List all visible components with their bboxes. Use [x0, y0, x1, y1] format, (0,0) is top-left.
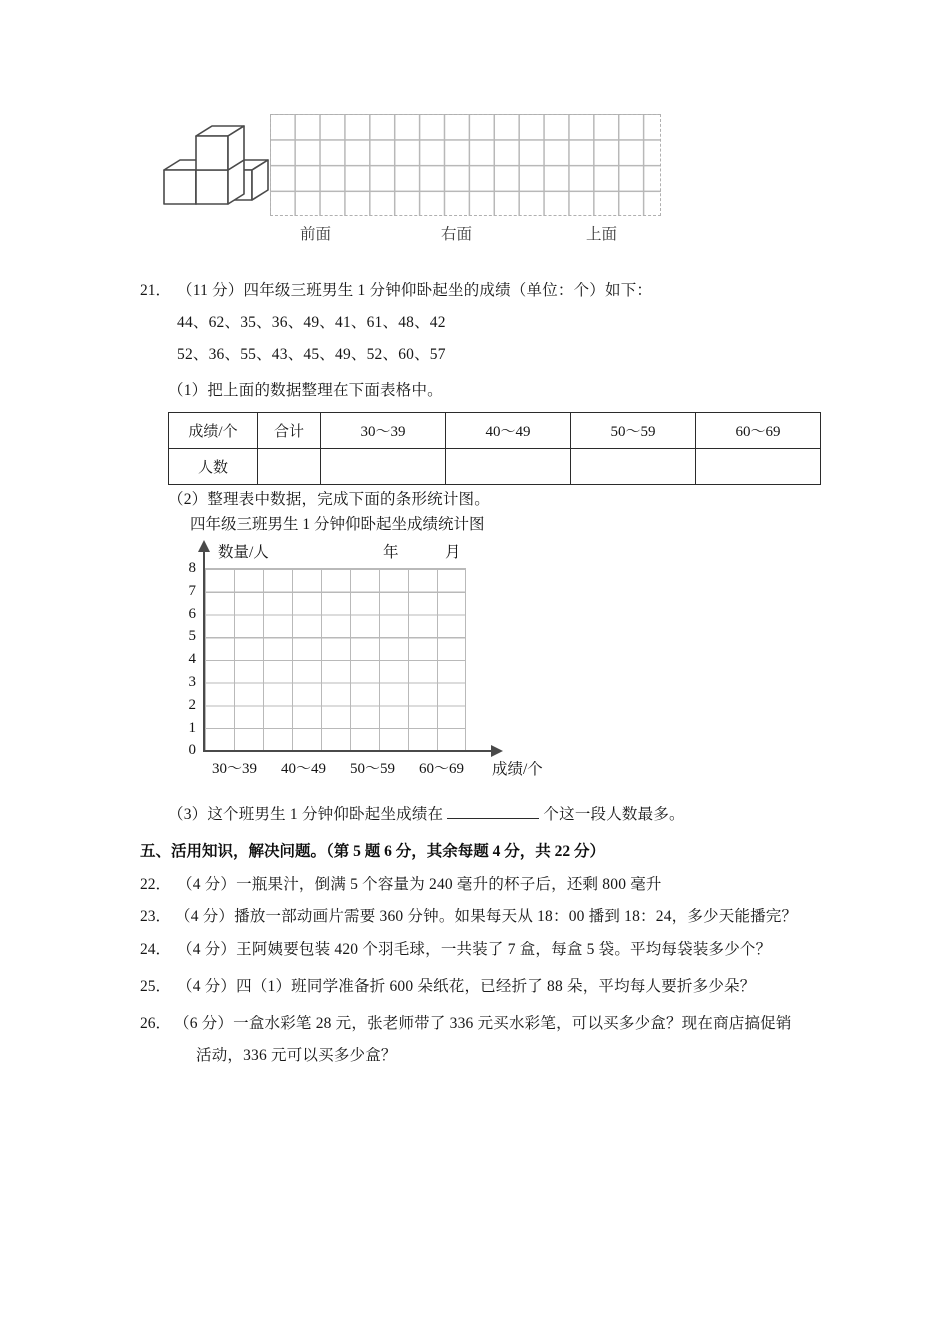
cube-figure	[160, 122, 272, 214]
section-5-heading: 五、活用知识，解决问题。（第 5 题 6 分，其余每题 4 分，共 22 分）	[140, 843, 606, 860]
chart-plot-grid[interactable]	[205, 568, 466, 750]
chart-ytick-7: 7	[188, 583, 196, 599]
table-cell-60-69-blank[interactable]	[696, 449, 821, 485]
chart-ytick-5: 5	[188, 628, 196, 644]
chart-year-blank[interactable]: 年	[383, 544, 399, 561]
question-21-part-3-before: （3）这个班男生 1 分钟仰卧起坐成绩在	[168, 806, 444, 823]
table-cell-header-30-39: 30～39	[321, 413, 446, 449]
chart-ytick-1: 1	[188, 720, 196, 736]
table-cell-header-50-59: 50～59	[571, 413, 696, 449]
table-cell-header-total: 合计	[258, 413, 321, 449]
table-cell-header-label: 成绩/个	[169, 413, 258, 449]
chart-ytick-6: 6	[188, 606, 196, 622]
chart-ytick-2: 2	[188, 697, 196, 713]
table-cell-40-49-blank[interactable]	[446, 449, 571, 485]
question-23-number: 23．	[140, 908, 172, 925]
statistics-table[interactable]	[168, 412, 821, 485]
chart-y-axis	[203, 550, 205, 752]
table-cell-header-60-69: 60～69	[696, 413, 821, 449]
chart-month-blank[interactable]: 月	[445, 544, 461, 561]
question-21-data-line-2: 52、36、55、43、45、49、52、60、57	[177, 346, 446, 363]
question-25-text: （4 分）四（1）班同学准备折 600 朵纸花，已经折了 88 朵，平均每人要折多少朵？	[177, 978, 756, 995]
question-23-text: （4 分）播放一部动画片需要 360 分钟。如果每天从 18：00 播到 18：24，多少天能播完？	[175, 908, 798, 925]
chart-xtick-40-49: 40～49	[281, 761, 327, 777]
question-22-text: （4 分）一瓶果汁，倒满 5 个容量为 240 毫升的杯子后，还剩 800 毫升	[177, 876, 662, 893]
chart-xtick-60-69: 60～69	[419, 761, 465, 777]
chart-y-axis-label: 数量/人	[218, 544, 269, 561]
chart-x-axis-label: 成绩/个	[492, 761, 543, 778]
question-21-data-line-1: 44、62、35、36、49、41、61、48、42	[177, 314, 446, 331]
question-26-text: （6 分）一盒水彩笔 28 元，张老师带了 336 元买水彩笔，可以买多少盒？现在商店搞促销	[174, 1015, 792, 1032]
face-label-front: 前面	[300, 226, 332, 243]
question-25-number: 25．	[140, 978, 172, 995]
chart-y-axis-arrow-icon	[198, 540, 210, 552]
chart-ytick-8: 8	[188, 560, 196, 576]
question-21-part-1: （1）把上面的数据整理在下面表格中。	[168, 382, 443, 399]
question-21-answer-blank[interactable]	[447, 804, 539, 819]
chart-title: 四年级三班男生 1 分钟仰卧起坐成绩统计图	[190, 516, 485, 533]
table-cell-row-label: 人数	[169, 449, 258, 485]
chart-ytick-3: 3	[188, 674, 196, 690]
chart-ytick-4: 4	[188, 651, 196, 667]
question-24-text: （4 分）王阿姨要包装 420 个羽毛球，一共装了 7 盒，每盒 5 袋。平均每袋装多少个？	[177, 941, 772, 958]
chart-ytick-0: 0	[188, 742, 196, 758]
question-21-part-3-after: 个这一段人数最多。	[543, 806, 685, 823]
table-cell-30-39-blank[interactable]	[321, 449, 446, 485]
question-24-number: 24．	[140, 941, 172, 958]
chart-x-axis-arrow-icon	[491, 745, 503, 757]
question-26-text-line-2: 活动，336 元可以买多少盒？	[196, 1047, 397, 1064]
table-cell-50-59-blank[interactable]	[571, 449, 696, 485]
question-21-part-2: （2）整理表中数据，完成下面的条形统计图。	[168, 491, 490, 508]
answer-dashed-grid[interactable]	[270, 114, 661, 216]
bar-chart[interactable]	[140, 512, 560, 792]
chart-xtick-30-39: 30～39	[212, 761, 258, 777]
chart-x-axis	[203, 750, 493, 752]
question-21-number: 21．	[140, 282, 172, 299]
question-21-stem: （11 分）四年级三班男生 1 分钟仰卧起坐的成绩（单位：个）如下：	[177, 282, 653, 299]
face-label-right: 右面	[441, 226, 473, 243]
question-22-number: 22．	[140, 876, 172, 893]
table-row	[169, 449, 821, 485]
table-cell-total-blank[interactable]	[258, 449, 321, 485]
table-cell-header-40-49: 40～49	[446, 413, 571, 449]
table-header-row	[169, 413, 821, 449]
question-26-number: 26．	[140, 1015, 172, 1032]
face-label-top: 上面	[586, 226, 618, 243]
chart-xtick-50-59: 50～59	[350, 761, 396, 777]
question-21-part-3	[168, 804, 685, 825]
